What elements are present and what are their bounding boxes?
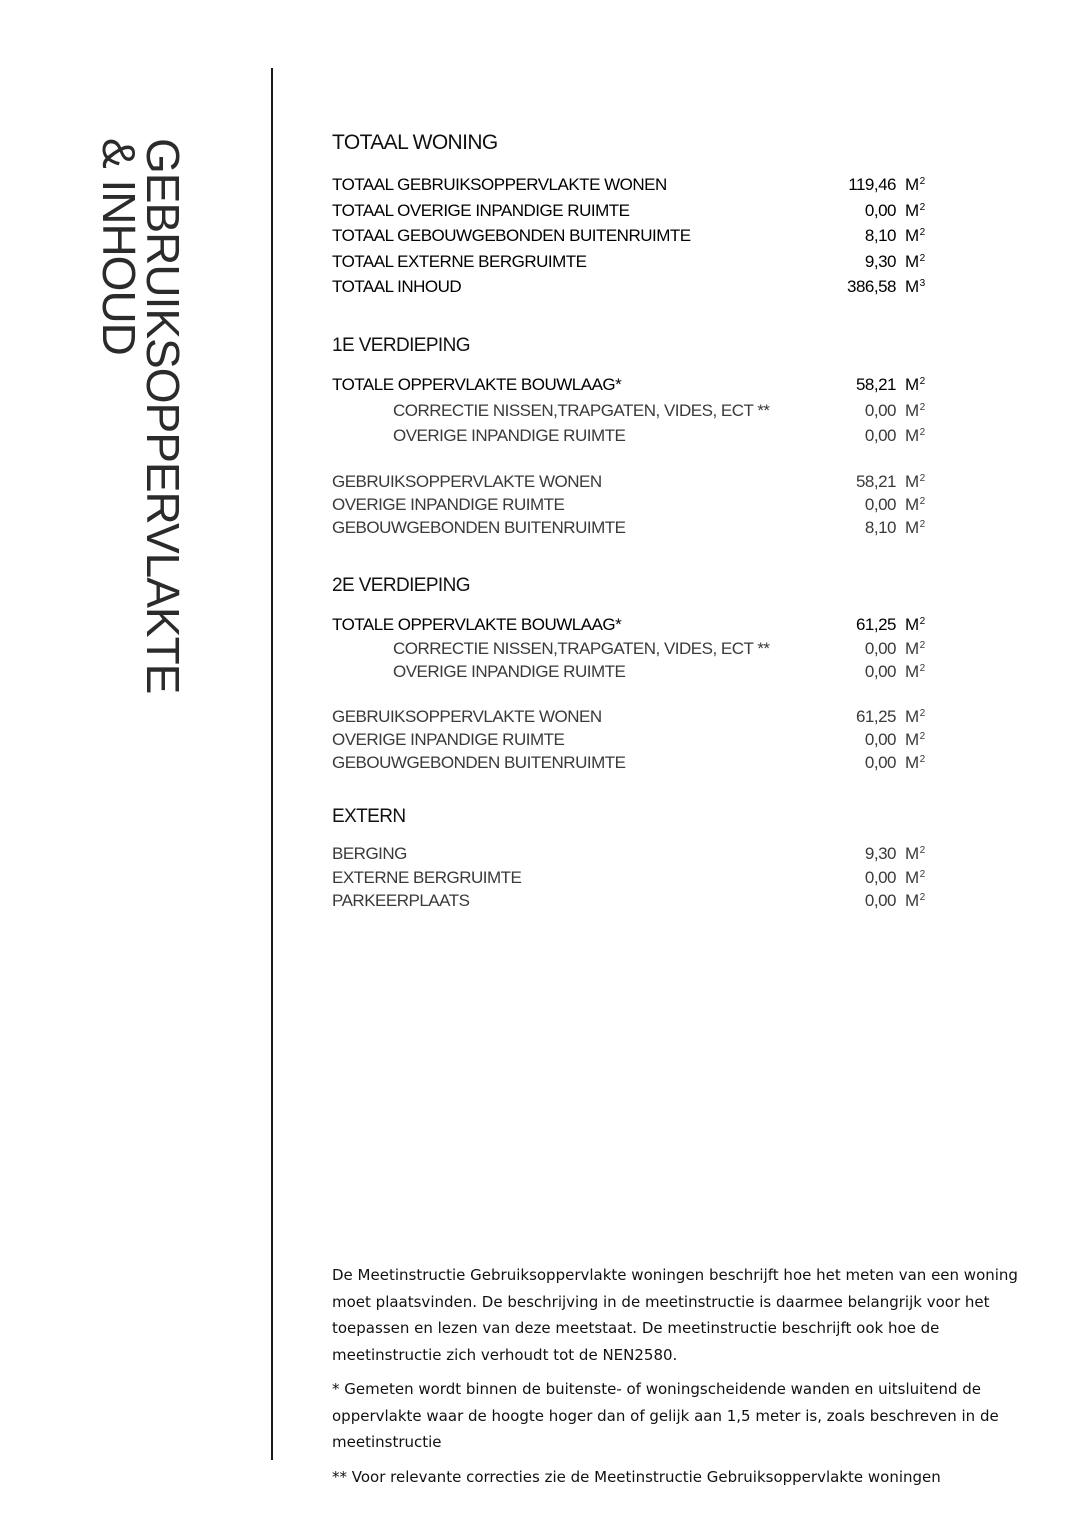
row-unit: $M^2$ [905,518,925,538]
side-title-line-2: & INHOUD [93,138,145,355]
row-unit: $M^2$ [905,175,925,194]
row-value: 0,00 [864,426,896,446]
row-label: GEBRUIKSOPPERVLAKTE WONEN [332,706,602,726]
row-value: 0,00 [864,661,896,681]
row-label: GEBRUIKSOPPERVLAKTE WONEN [332,471,602,491]
row-label: GEBOUWGEBONDEN BUITENRUIMTE [332,518,626,538]
measurement-table [332,131,1032,914]
row-label: TOTALE OPPERVLAKTE BOUWLAAG* [332,615,622,635]
footnote-1: * Gemeten wordt binnen de buitenste- of woningscheidende wanden en uitsluitend de oppervlakte waar de hoogte hoger dan of gelijk aan 1,5 meter is, zoals beschreven in de meetinstructie [332,1380,999,1451]
table-row-correction [332,401,1032,427]
section-heading-verdieping-1: 1E VERDIEPING [332,334,470,356]
row-unit: $M^2$ [905,400,925,420]
table-row [332,868,1032,891]
row-unit: $M^2$ [905,706,925,726]
row-label: TOTAAL GEBOUWGEBONDEN BUITENRUIMTE [332,226,691,246]
row-unit: $M^2$ [905,844,925,864]
table-row [332,472,1032,495]
table-row [332,252,1032,278]
section-heading-totaal: TOTAAL WONING [332,131,498,154]
table-row-correction [332,426,1032,452]
row-value: 58,21 [855,374,896,394]
row-label: OVERIGE INPANDIGE RUIMTE [393,426,626,446]
row-value: 0,00 [864,638,896,658]
row-label: TOTALE OPPERVLAKTE BOUWLAAG* [332,374,622,394]
table-row [332,518,1032,541]
table-row-correction [332,639,1032,662]
row-unit: $M^2$ [905,251,925,271]
table-row [332,891,1032,914]
row-value: 119,46 [848,175,896,194]
row-unit: $M^2$ [905,867,925,887]
row-unit: $M^2$ [905,471,925,491]
row-value: 8,10 [864,518,896,538]
row-label: PARKEERPLAATS [332,890,470,910]
row-label: TOTAAL OVERIGE INPANDIGE RUIMTE [332,200,630,220]
row-unit: $M^2$ [905,226,925,246]
row-label: CORRECTIE NISSEN,TRAPGATEN, VIDES, ECT ** [393,400,770,420]
table-row [332,201,1032,227]
table-row [332,495,1032,518]
row-unit: $M^2$ [905,730,925,750]
row-label: TOTAAL GEBRUIKSOPPERVLAKTE WONEN [332,175,667,194]
row-value: 61,25 [855,706,896,726]
row-value: 58,21 [855,471,896,491]
table-row [332,844,1032,867]
row-unit: $M^2$ [905,638,925,658]
footnote-2: ** Voor relevante correcties zie de Meetinstructie Gebruiksoppervlakte woningen [332,1467,941,1486]
row-value: 0,00 [864,753,896,773]
row-value: 0,00 [864,400,896,420]
footnote-intro: De Meetinstructie Gebruiksoppervlakte woningen beschrijft hoe het meten van een woning moet plaatsvinden. De beschrijving in de meetinstructie is daarmee belangrijk voor het toepassen en lezen van deze meetstaat. De meetinstructie beschrijft ook hoe de meetinstructie zich verhoudt tot de NEN2580. [332,1266,1018,1364]
row-value: 386,58 [847,277,896,297]
page-side-title [93,138,189,698]
row-value: 0,00 [864,867,896,887]
row-label: CORRECTIE NISSEN,TRAPGATEN, VIDES, ECT ** [393,638,770,658]
row-unit: $M^2$ [905,615,925,635]
row-label: TOTAAL EXTERNE BERGRUIMTE [332,251,587,271]
row-label: OVERIGE INPANDIGE RUIMTE [332,494,565,514]
footnotes [332,1262,1052,1498]
row-label: BERGING [332,844,407,864]
row-value: 61,25 [855,615,896,635]
row-unit: $M^2$ [905,661,925,681]
row-value: 8,10 [864,226,896,246]
side-title-line-1: GEBRUIKSOPPERVLAKTE [137,138,189,694]
row-value: 9,30 [864,251,896,271]
row-label: TOTAAL INHOUD [332,277,462,297]
row-unit: $M^3$ [905,277,925,297]
table-row-total [332,615,1032,638]
section-heading-extern: EXTERN [332,806,406,828]
row-unit: $M^2$ [905,374,925,394]
table-row [332,753,1032,776]
row-label: OVERIGE INPANDIGE RUIMTE [393,661,626,681]
vertical-divider [271,68,273,1460]
table-row [332,707,1032,730]
table-row [332,277,1032,303]
table-row [332,175,1032,201]
table-row [332,730,1032,753]
row-unit: $M^2$ [905,890,925,910]
table-row [332,226,1032,252]
table-row-total [332,375,1032,401]
row-label: OVERIGE INPANDIGE RUIMTE [332,730,565,750]
row-label: EXTERNE BERGRUIMTE [332,867,522,887]
table-row-correction [332,662,1032,685]
section-heading-verdieping-2: 2E VERDIEPING [332,575,470,597]
row-value: 0,00 [864,200,896,220]
row-value: 9,30 [864,844,896,864]
totaal-rows [332,175,1032,303]
row-unit: $M^2$ [905,200,925,220]
row-label: GEBOUWGEBONDEN BUITENRUIMTE [332,753,626,773]
row-unit: $M^2$ [905,494,925,514]
row-value: 0,00 [864,890,896,910]
row-value: 0,00 [864,494,896,514]
row-unit: $M^2$ [905,426,925,446]
row-unit: $M^2$ [905,753,925,773]
row-value: 0,00 [864,730,896,750]
